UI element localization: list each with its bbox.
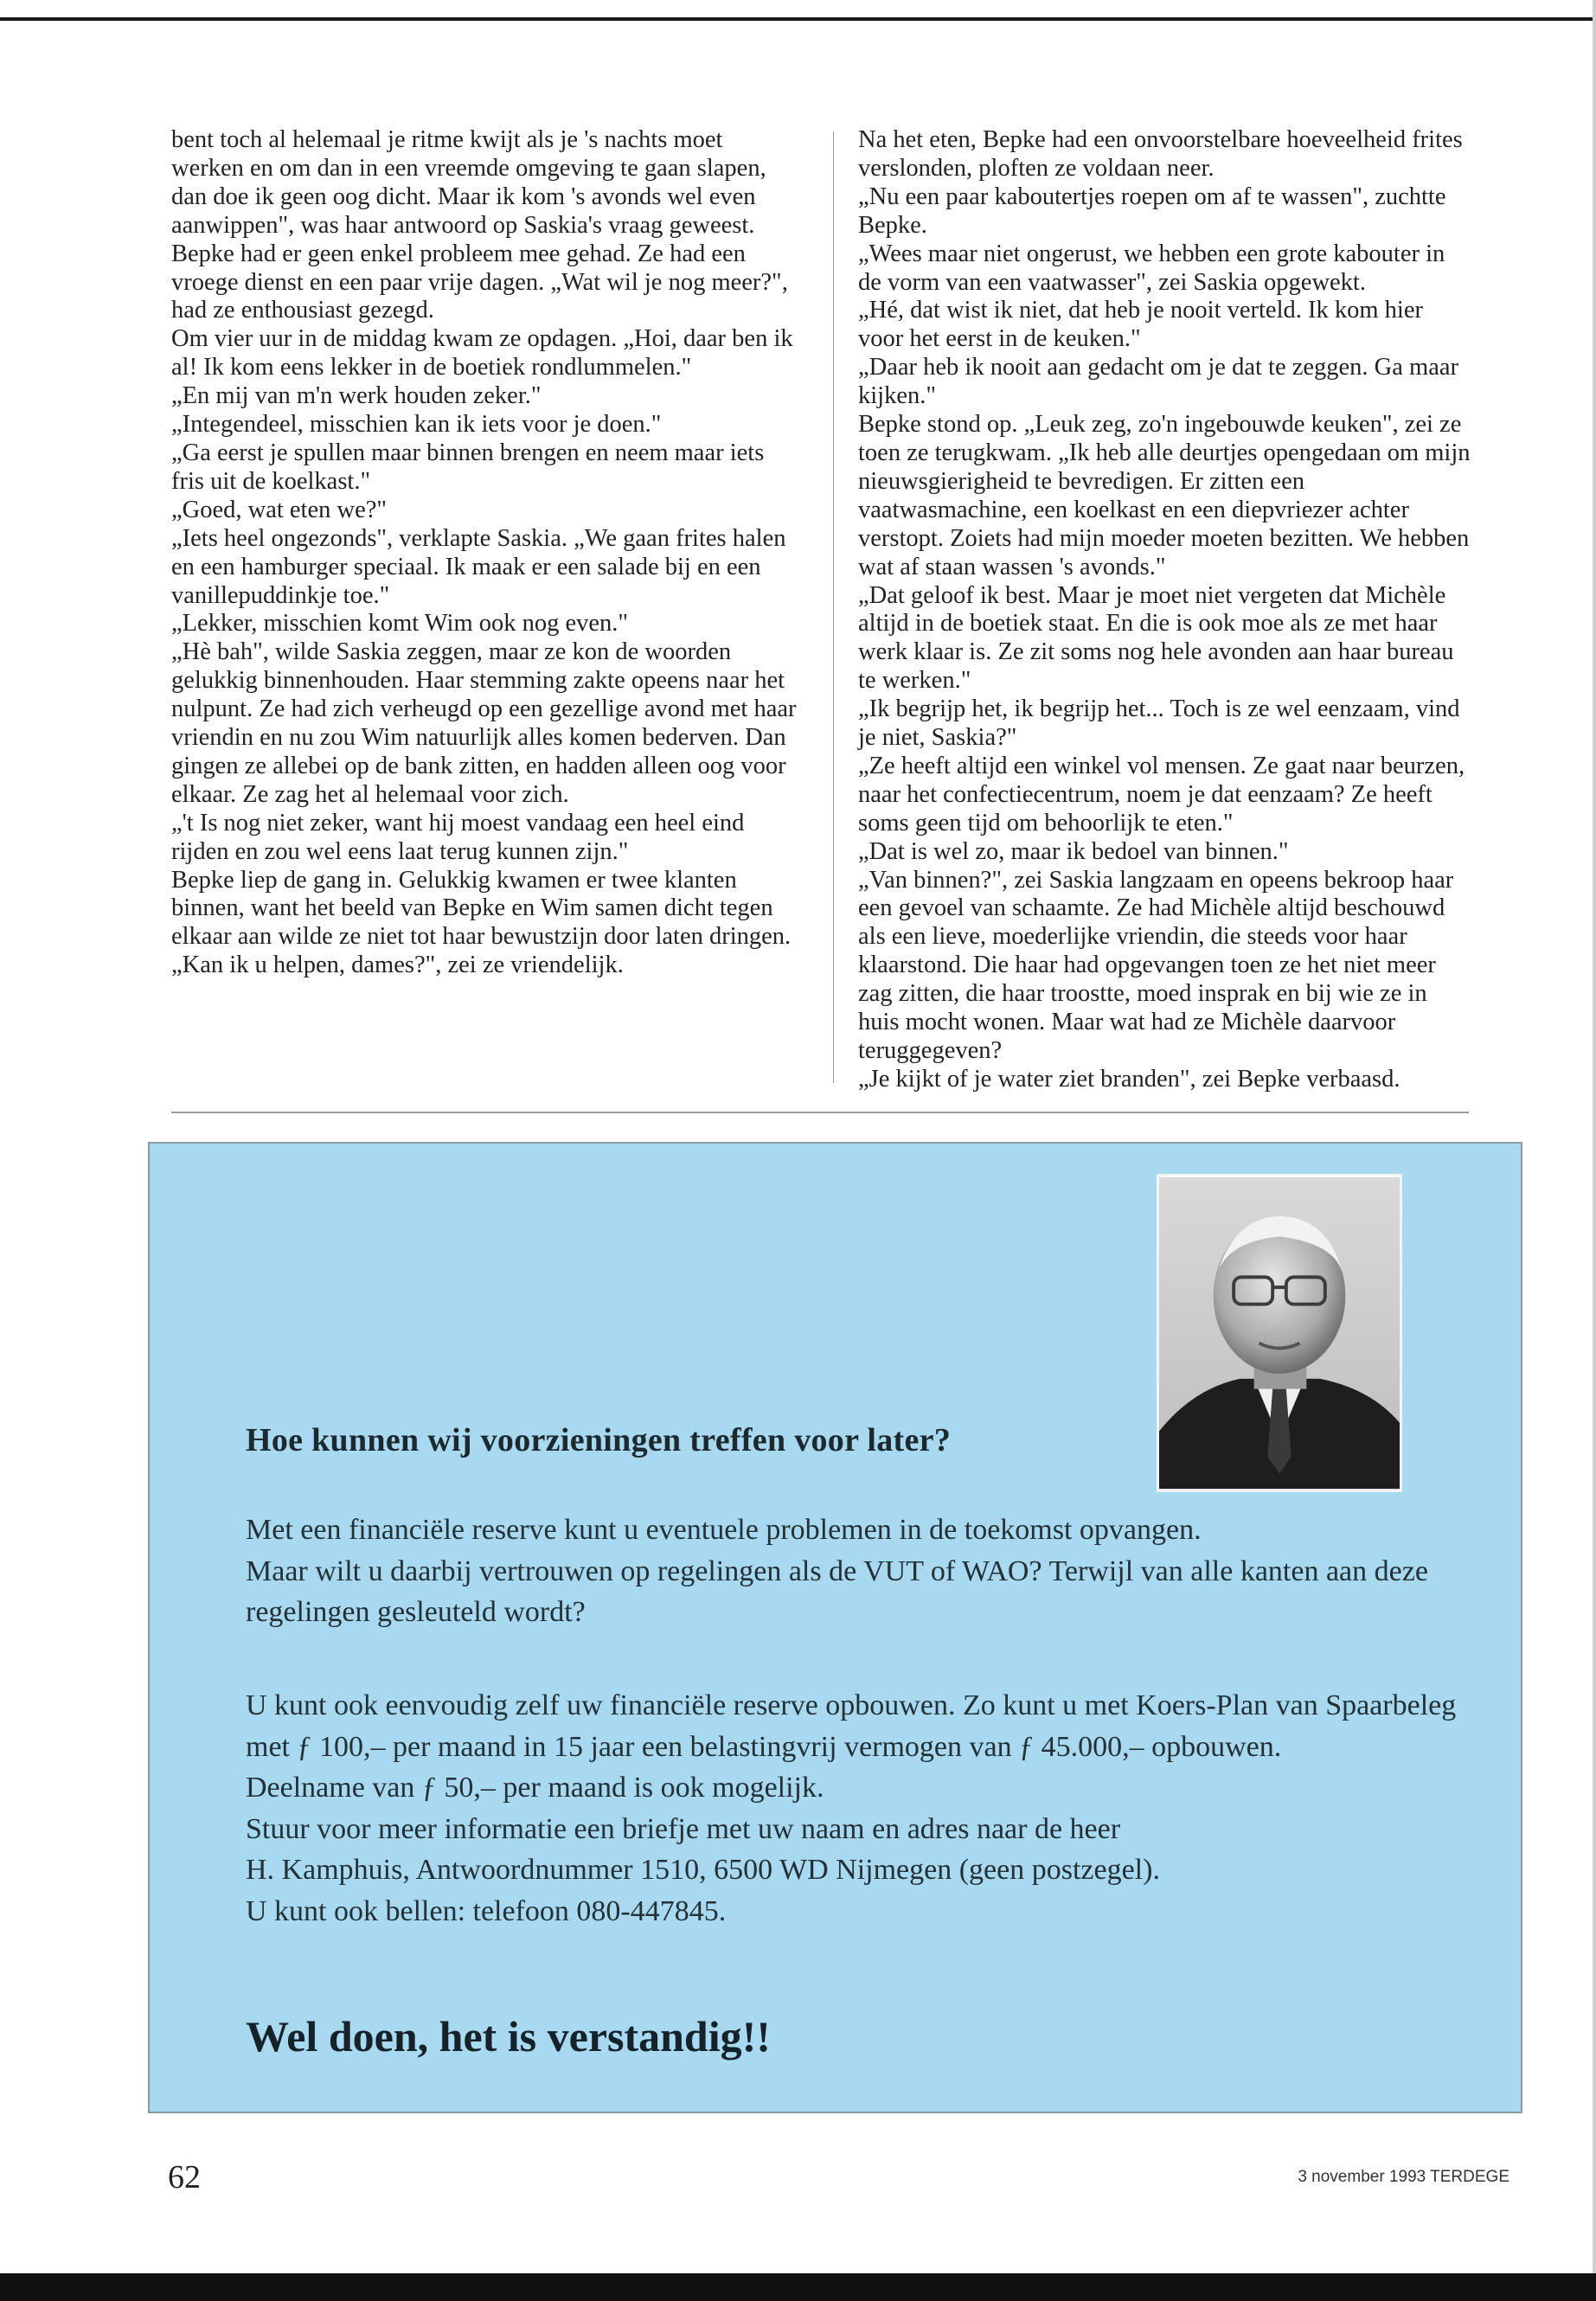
story-paragraph: „Iets heel ongezonds", verklapte Saskia. „We gaan frites halen en een hamburger speciaal. Ik maak er een salade bij en een vanillepuddinkje toe." — [171, 524, 786, 609]
story-paragraph: „Goed, wat eten we?" — [171, 496, 388, 523]
advert-line: U kunt ook eenvoudig zelf uw financiële reserve opbouwen. Zo kunt u met Koers-Plan van Spaarbeleg met ƒ 100,– per maand in 15 jaar een belastingvrij vermogen van ƒ 45.000,– opbouwen. — [246, 1689, 1457, 1763]
advert-heading: Hoe kunnen wij voorzieningen treffen voor later? — [246, 1422, 952, 1458]
advert-slogan: Wel doen, het is verstandig!! — [246, 2012, 771, 2061]
page-number: 62 — [168, 2159, 201, 2195]
story-paragraph: „Van binnen?", zei Saskia langzaam en opeens bekroop haar een gevoel van schaamte. Ze had Michèle altijd beschouwd als een lieve, moederlijke vriendin, die steeds voor haar klaarstond. Die haar had opgevangen toen ze het niet meer zag zitten, die haar troostte, moed insprak en bij wie ze in huis mocht wonen. Maar wat had ze Michèle daarvoor teruggegeven? — [858, 866, 1454, 1064]
story-paragraph: Bepke liep de gang in. Gelukkig kwamen er twee klanten binnen, want het beeld van Bepke en Wim samen dicht tegen elkaar aan wilde ze niet tot haar bewustzijn door laten dringen. — [171, 866, 792, 951]
bottom-scan-border — [0, 2273, 1596, 2301]
advert-line: Stuur voor meer informatie een briefje met uw naam en adres naar de heer — [246, 1812, 1121, 1845]
story-paragraph: „Je kijkt of je water ziet branden", zei Bepke verbaasd. — [858, 1065, 1401, 1093]
advert-phone: U kunt ook bellen: telefoon 080-447845. — [246, 1894, 727, 1927]
page-edge-shadow — [1593, 0, 1596, 2301]
advert-line: Deelname van ƒ 50,– per maand is ook mogelijk. — [246, 1772, 824, 1804]
story-paragraph: Om vier uur in de middag kwam ze opdagen. „Hoi, daar ben ik al! Ik kom eens lekker in de boetiek rondlummelen." — [171, 325, 793, 381]
story-paragraph: „Hè bah", wilde Saskia zeggen, maar ze kon de woorden gelukkig binnenhouden. Haar stemming zakte opeens naar het nulpunt. Ze had zich verheugd op een gezellige avond met haar vriendin en nu zou Wim natuurlijk alles komen bederven. Dan gingen ze allebei op de bank zitten, en hadden alleen oog voor elkaar. Ze zag het al helemaal voor zich. — [171, 638, 797, 808]
story-paragraph: „Ze heeft altijd een winkel vol mensen. Ze gaat naar beurzen, naar het confectiecentrum, noem je dat eenzaam? Ze heeft soms geen tijd om behoorlijk te eten." — [858, 752, 1465, 836]
story-paragraph: „Nu een paar kaboutertjes roepen om af te wassen", zuchtte Bepke. — [858, 183, 1446, 239]
story-column-left — [171, 126, 798, 980]
advert-line: Met een financiële reserve kunt u eventuele problemen in de toekomst opvangen. — [246, 1514, 1202, 1546]
story-paragraph: Na het eten, Bepke had een onvoorstelbare hoeveelheid frites verslonden, ploften ze voldaan neer. — [858, 126, 1463, 182]
story-paragraph: „Ik begrijp het, ik begrijp het... Toch is ze wel eenzaam, vind je niet, Saskia?" — [858, 695, 1460, 752]
story-paragraph: Bepke stond op. „Leuk zeg, zo'n ingebouwde keuken", zei ze toen ze terugkwam. „Ik heb alle deurtjes opengedaan om mijn nieuwsgierigheid te bevredigen. Er zitten een vaatwasmachine, een koelkast en een diepvriezer achter verstopt. Zoiets had mijn moeder moeten bezitten. We hebben wat af staan wassen 's avonds." — [858, 411, 1471, 580]
advert-paragraph-intro — [246, 1509, 1474, 1633]
advert-line: Maar wilt u daarbij vertrouwen op regelingen als de VUT of WAO? Terwijl van alle kanten aan deze regelingen gesleuteld wordt? — [246, 1554, 1428, 1628]
story-paragraph: bent toch al helemaal je ritme kwijt als je 's nachts moet werken en om dan in een vreemde omgeving te gaan slapen, dan doe ik geen oog dicht. Maar ik kom 's avonds wel even aanwippen", was haar antwoord op Saskia's vraag geweest. — [171, 126, 766, 239]
story-paragraph: „Hé, dat wist ik niet, dat heb je nooit verteld. Ik kom hier voor het eerst in de keuken." — [858, 297, 1423, 353]
advert-address: H. Kamphuis, Antwoordnummer 1510, 6500 WD Nijmegen (geen postzegel). — [246, 1854, 1160, 1886]
story-paragraph: „'t Is nog niet zeker, want hij moest vandaag een heel eind rijden en zou wel eens laat terug kunnen zijn." — [171, 809, 745, 865]
advert-paragraph-details — [246, 1685, 1474, 1932]
story-paragraph: „Kan ik u helpen, dames?", zei ze vriendelijk. — [171, 952, 624, 979]
story-paragraph: „Dat geloof ik best. Maar je moet niet vergeten dat Michèle altijd in de boetiek staat. En die is ook moe als ze met haar werk klaar is. Ze zit soms nog hele avonden aan haar bureau te werken." — [858, 581, 1454, 695]
story-paragraph: „Wees maar niet ongerust, we hebben een grote kabouter in de vorm van een vaatwasser", zei Saskia opgewekt. — [858, 240, 1445, 296]
story-paragraph: „Lekker, misschien komt Wim ook nog even." — [171, 610, 629, 638]
story-paragraph: „Daar heb ik nooit aan gedacht om je dat te zeggen. Ga maar kijken." — [858, 354, 1458, 410]
story-paragraph: „Dat is wel zo, maar ik bedoel van binnen." — [858, 837, 1289, 865]
top-rule — [0, 17, 1596, 21]
advert-portrait-photo — [1157, 1174, 1402, 1492]
issue-date: 3 november 1993 TERDEGE — [1298, 2168, 1509, 2186]
story-paragraph: Bepke had er geen enkel probleem mee gehad. Ze had een vroege dienst en een paar vrije dagen. „Wat wil je nog meer?", had ze enthousiast gezegd. — [171, 240, 788, 324]
story-column-right — [858, 126, 1474, 1094]
story-paragraph: „Integendeel, misschien kan ik iets voor je doen." — [171, 411, 662, 439]
section-divider — [171, 1112, 1469, 1113]
story-paragraph: „En mij van m'n werk houden zeker." — [171, 382, 542, 410]
column-divider — [833, 131, 834, 1083]
story-paragraph: „Ga eerst je spullen maar binnen brengen en neem maar iets fris uit de koelkast." — [171, 439, 765, 495]
